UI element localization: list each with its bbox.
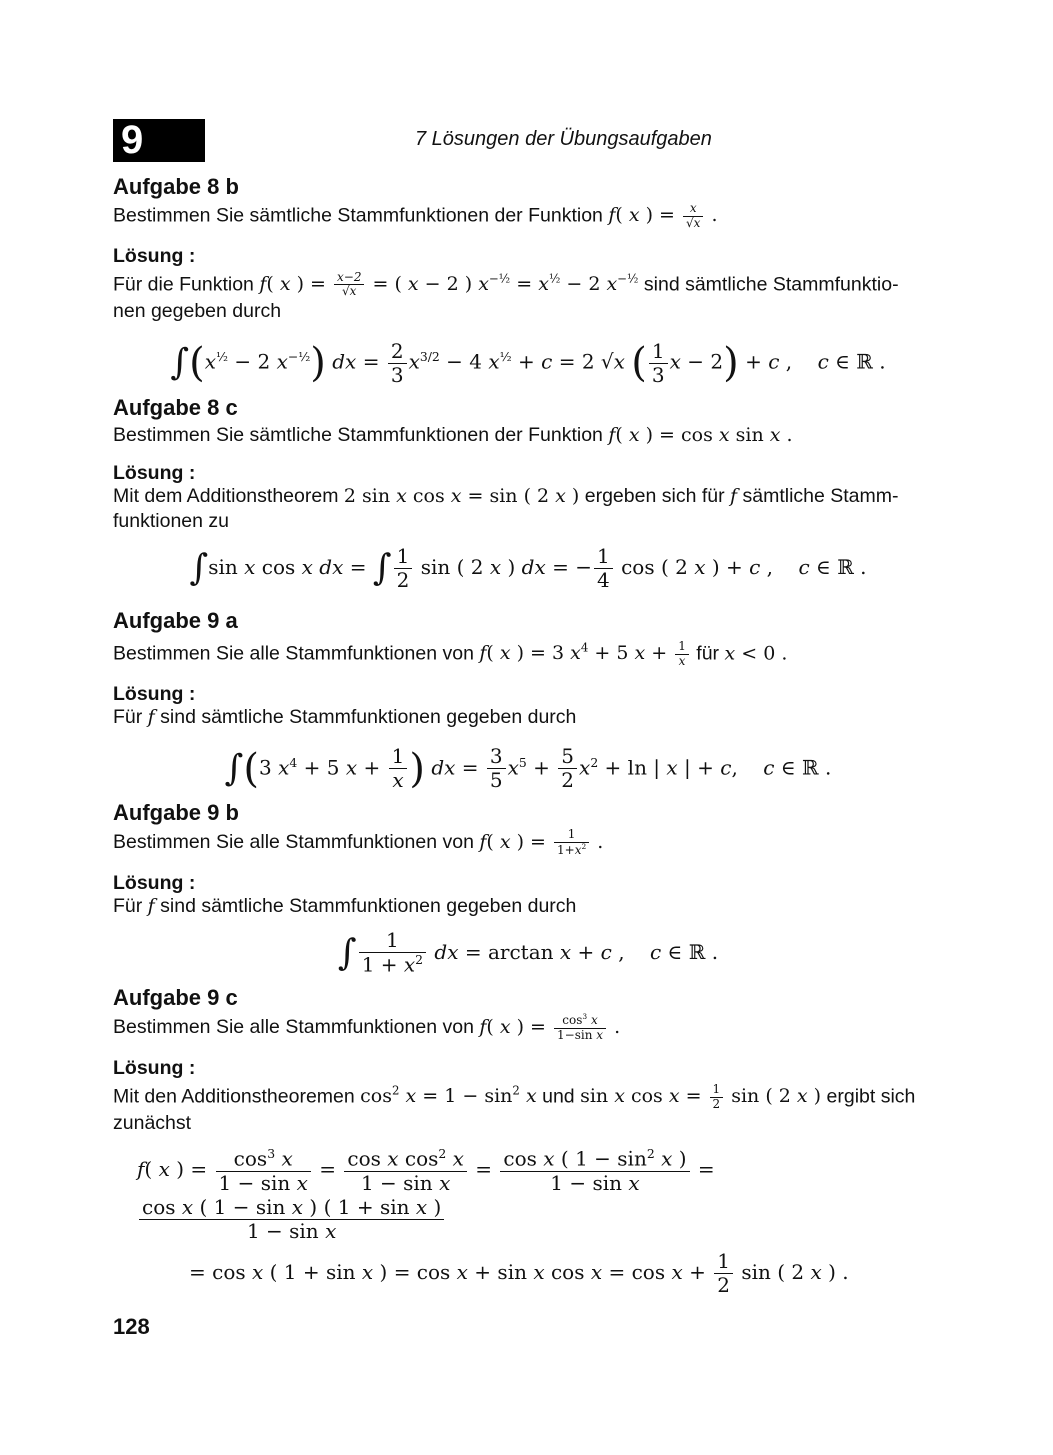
solution-label: Lösung :: [113, 461, 196, 484]
task-statement: Bestimmen Sie alle Stammfunktionen von f( x ) = 3 $x^4 + 5$ x + $\frac{1}{x}$ für x < 0 .: [113, 638, 788, 668]
math-display: ∫(3 $x^4 + 5$ x + $\frac{1}{x}$ ) dx = $\frac{3}{5}$ $x^5$ + $\frac{5}{2}$ $x^2 + \ln$ | x | + c, c ∈ ℝ .: [224, 744, 832, 793]
math-inline: f( x ) = $\frac{x}{√x}$ .: [608, 201, 718, 230]
math-inline: 2 sin x cos x = sin ( 2 x ): [343, 484, 580, 507]
solution-text: Mit dem Additionstheorem 2 sin x cos x = sin ( 2 x ) ergeben sich für f sämtliche Stamm- funktionen zu: [113, 484, 899, 532]
math-display: ∫ $\frac{1}{1 + x^2}$ dx = arctan x + c , c ∈ ℝ .: [337, 928, 719, 978]
math-display: ∫sin x cos x dx = ∫ $\frac{1}{2}$ sin ( 2 x ) dx = − $\frac{1}{4}$ cos ( 2 x ) + c , c ∈ ℝ .: [189, 543, 867, 592]
section-title: Aufgabe 8 c: [113, 394, 238, 420]
math-display: $\int(x^{\frac{1}{2}} - 2$ $x^{-\frac{1}{2}}$) dx = $\frac{2}{3}$ $x^{3/2} - 4$ $x^{\frac{1}{2}} + c = 2$ √x ( $\frac{1}{3}$ x − 2) + c , c ∈ ℝ .: [170, 338, 886, 387]
math-display: f( x ) = $\frac{\cos^3 x}{\text{1 − sin x}}$ = $\frac{\cos x \cos^2 x}{\text{1 − sin x}}$ = $\frac{\cos x ( 1 - \sin^2 x )}{\text{1 − sin x}}$ = $\frac{\text{cos x ( 1 − sin x ) ( 1 + sin x )}}{\text{1 − sin x}}$: [137, 1145, 715, 1243]
section-aufgabe-9a: [113, 606, 943, 792]
math-inline: f( x ) = $\frac{x-2}{√x}$ = ( x − 2 ) $x^{-\frac{1}{2}} = x^{\frac{1}{2}} - 2$ $x^{-\frac{1}{2}}$: [259, 269, 639, 299]
solution-text: Mit den Additionstheoremen $\cos^2 x = 1 - \sin^2 x$ und sin x cos x = $\frac{1}{2}$ sin ( 2 x ) ergibt sich zunächst: [113, 1081, 916, 1135]
section-aufgabe-8c: [113, 393, 943, 592]
math-inline: f( x ) = cos x sin x .: [608, 423, 793, 446]
math-display: = cos x ( 1 + sin x ) = cos x + sin x cos x = cos x + $\frac{1}{2}$ sin ( 2 x ) .: [189, 1248, 849, 1297]
solution-label: Lösung :: [113, 1056, 196, 1079]
task-statement: Bestimmen Sie sämtliche Stammfunktionen der Funktion f( x ) = $\frac{x}{√x}$ .: [113, 201, 718, 230]
chapter-number-box: [113, 119, 205, 162]
solution-label: Lösung :: [113, 682, 196, 705]
chapter-number: 9: [121, 118, 144, 162]
page-content: [113, 172, 943, 1303]
running-title: 7 Lösungen der Übungsaufgaben: [415, 128, 712, 150]
task-statement: Bestimmen Sie sämtliche Stammfunktionen der Funktion f( x ) = cos x sin x .: [113, 423, 793, 446]
solution-text: Für die Funktion f( x ) = $\frac{x-2}{√x}$ = ( x − 2 ) $x^{-\frac{1}{2}} = x^{\frac{1}{2}} - 2$ $x^{-\frac{1}{2}}$ sind sämtliche Stammfunktio- nen gegeben durch: [113, 269, 899, 323]
solution-text: Für f sind sämtliche Stammfunktionen gegeben durch: [113, 705, 577, 728]
page-number: 128: [113, 1314, 150, 1339]
section-aufgabe-9b: [113, 798, 943, 977]
section-title: Aufgabe 9 b: [113, 800, 239, 826]
math-inline: f( x ) = $\frac{1}{1+x^2}$ .: [479, 827, 604, 857]
section-aufgabe-8b: [113, 172, 943, 387]
section-title: Aufgabe 9 c: [113, 985, 238, 1011]
section-title: Aufgabe 9 a: [113, 607, 238, 633]
section-title: Aufgabe 8 b: [113, 174, 239, 199]
math-inline: f( x ) = 3 $x^4 + 5$ x + $\frac{1}{x}$: [479, 642, 691, 664]
solution-label: Lösung :: [113, 244, 196, 267]
task-statement: Bestimmen Sie alle Stammfunktionen von f( x ) = $\frac{1}{1+x^2}$ .: [113, 827, 604, 857]
solution-text: Für f sind sämtliche Stammfunktionen gegeben durch: [113, 894, 577, 917]
task-statement: Bestimmen Sie alle Stammfunktionen von f( x ) = $\frac{\cos^3 x}{\text{1−sin x}}$ .: [113, 1012, 621, 1042]
section-aufgabe-9c: [113, 983, 943, 1297]
solution-label: Lösung :: [113, 871, 196, 894]
math-inline: f( x ) = $\frac{\cos^3 x}{\text{1−sin x}}$ .: [479, 1012, 621, 1042]
